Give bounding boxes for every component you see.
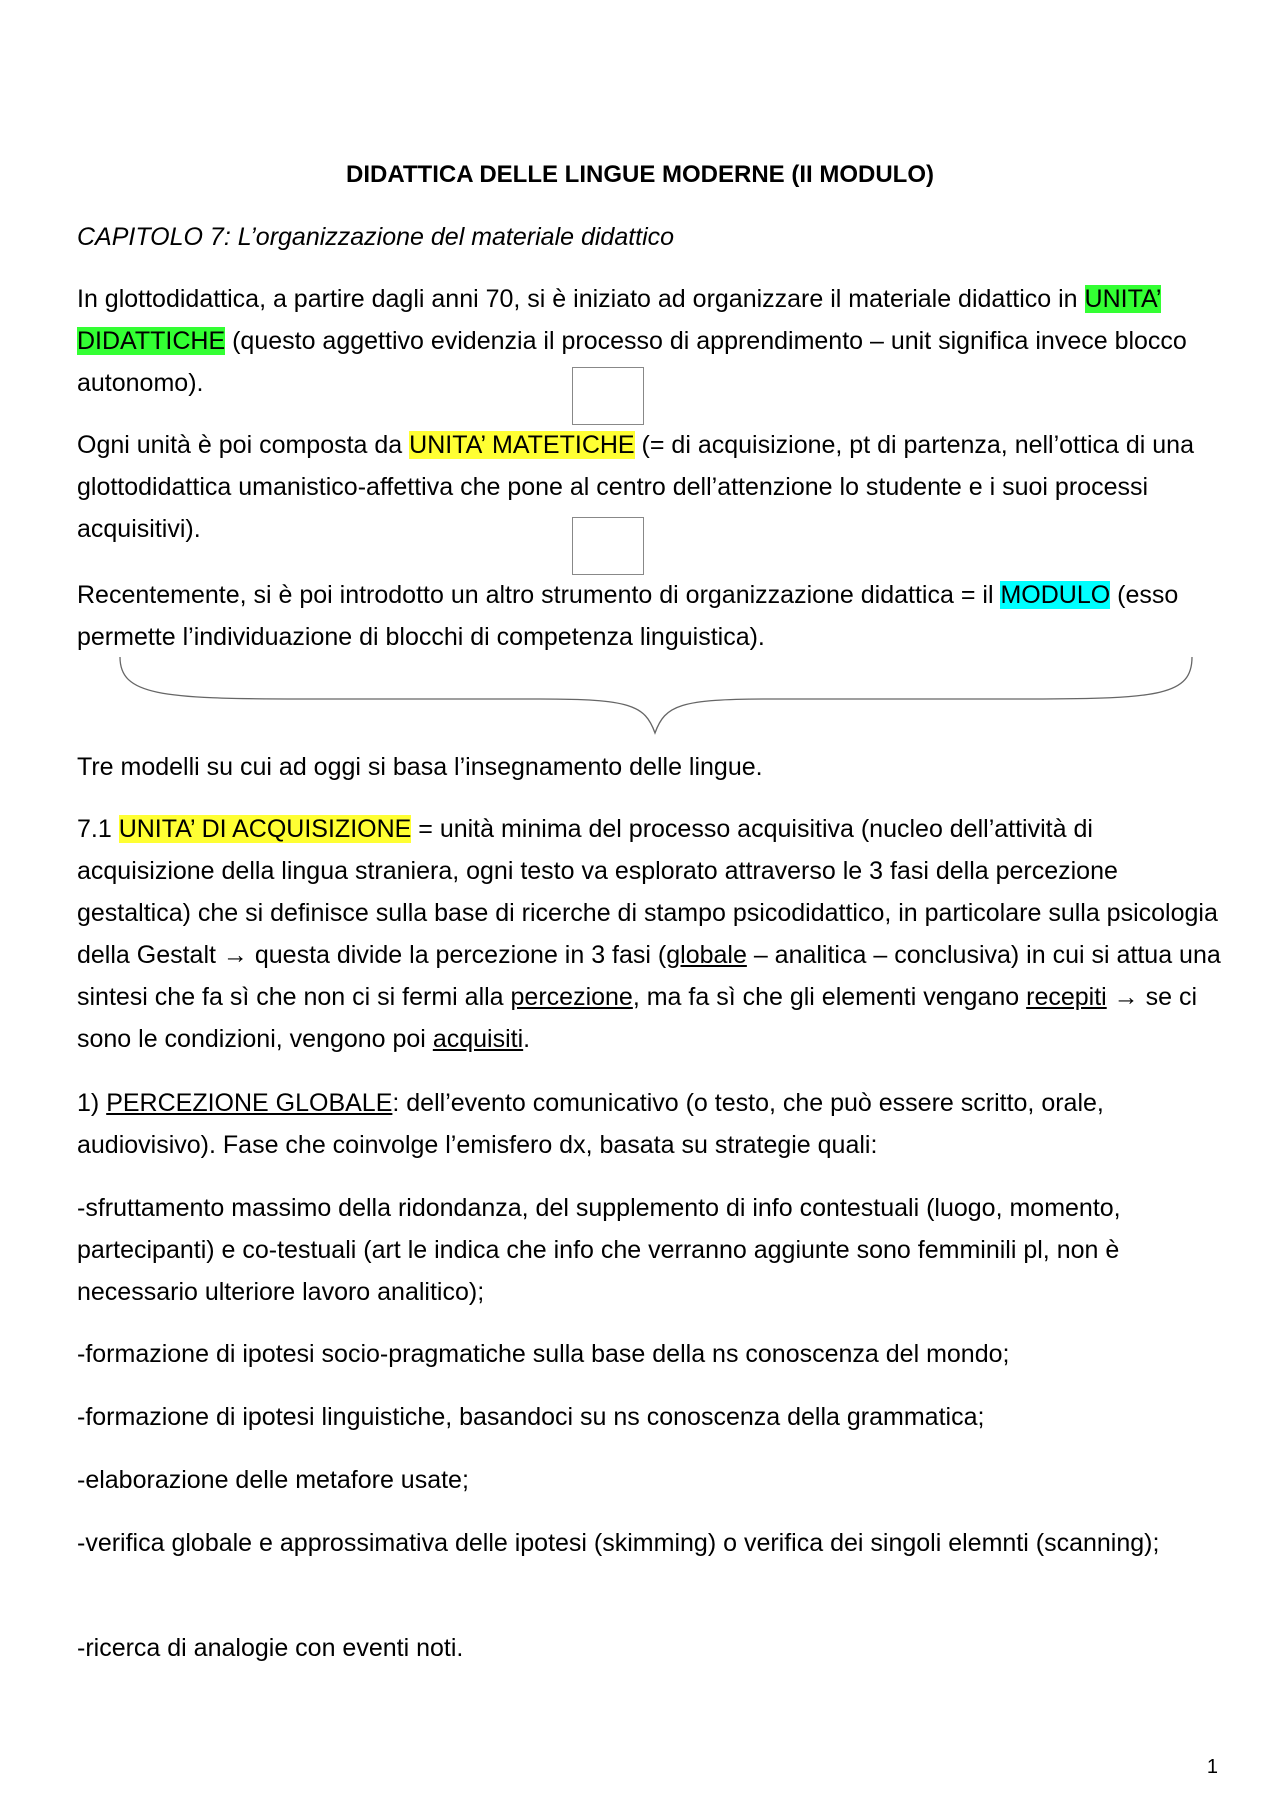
text: se ci sono le condizioni, vengono poi bbox=[77, 983, 1198, 1053]
text: . bbox=[523, 1025, 531, 1053]
list-item: -elaborazione delle metafore usate; bbox=[77, 1466, 469, 1494]
text: – analitica – conclusiva) in cui si attua una sintesi che fa sì che non ci si fermi alla bbox=[77, 941, 1221, 1011]
underlined-percezione: percezione bbox=[510, 983, 633, 1011]
text: 7.1 bbox=[77, 815, 119, 843]
empty-box bbox=[572, 517, 644, 575]
curly-brace bbox=[100, 655, 1210, 735]
paragraph-unita-didattiche bbox=[77, 278, 1227, 404]
text: Recentemente, si è poi introdotto un altro strumento di organizzazione didattica = il bbox=[77, 581, 1001, 609]
paragraph-unita-matetiche bbox=[77, 424, 1227, 550]
underlined-globale: globale bbox=[666, 941, 747, 969]
paragraph-unita-acquisizione bbox=[77, 808, 1227, 1060]
text bbox=[1107, 983, 1114, 1011]
text: In glottodidattica, a partire dagli anni 70, si è iniziato ad organizzare il materiale didattico in bbox=[77, 285, 1085, 313]
highlight-unita-matetiche: UNITA’ MATETICHE bbox=[409, 431, 635, 459]
underlined-recepiti: recepiti bbox=[1026, 983, 1107, 1011]
document-title: DIDATTICA DELLE LINGUE MODERNE (II MODULO) bbox=[346, 161, 934, 188]
list-item: -formazione di ipotesi linguistiche, basandoci su ns conoscenza della grammatica; bbox=[77, 1403, 985, 1431]
list-item: -ricerca di analogie con eventi noti. bbox=[77, 1634, 464, 1662]
text: (esso permette l’individuazione di blocchi di competenza linguistica). bbox=[77, 581, 1179, 651]
underlined-acquisiti: acquisiti bbox=[432, 1025, 524, 1053]
highlight-unita-acquisizione: UNITA’ DI ACQUISIZIONE bbox=[118, 815, 412, 843]
text: = unità minima del processo acquisitiva (nucleo dell’attività di acquisizione della lingua straniera, ogni testo va esplorato attraverso le 3 fasi della percezione gestaltica) che si definisce sulla base di ricerche di stampo psicodidattico, in particolare sulla psicologia della Gestalt bbox=[77, 815, 1218, 969]
list-item: -sfruttamento massimo della ridondanza, del supplemento di info contestuali (luogo, momento, partecipanti) e co-testuali (art le indica che info che verranno aggiunte sono femminili pl, non è necessario ulteriore lavoro analitico); bbox=[77, 1194, 1121, 1306]
text: Ogni unità è poi composta da bbox=[77, 431, 410, 459]
list-item: -formazione di ipotesi socio-pragmatiche sulla base della ns conoscenza del mondo; bbox=[77, 1340, 1010, 1368]
arrow-right-icon: → bbox=[1113, 983, 1139, 1011]
arrow-right-icon: → bbox=[222, 941, 248, 969]
empty-box bbox=[572, 367, 644, 425]
highlight-unita-didattiche: UNITA’ DIDATTICHE bbox=[77, 285, 1162, 355]
text: , ma fa sì che gli elementi vengano bbox=[632, 983, 1027, 1011]
highlight-modulo: MODULO bbox=[1000, 581, 1111, 609]
text: : dell’evento comunicativo (o testo, che può essere scritto, orale, audiovisivo). Fase che coinvolge l’emisfero dx, basata su strategie quali: bbox=[77, 1089, 1104, 1159]
text: (questo aggettivo evidenzia il processo di apprendimento – unit significa invece blocco autonomo). bbox=[77, 327, 1187, 397]
paragraph-tre-modelli: Tre modelli su cui ad oggi si basa l’insegnamento delle lingue. bbox=[77, 753, 763, 781]
text: questa divide la percezione in 3 fasi ( bbox=[247, 941, 667, 969]
text: (= di acquisizione, pt di partenza, nell’ottica di una glottodidattica umanistico-affettiva che pone al centro dell’attenzione lo studente e i suoi processi acquisitivi). bbox=[77, 431, 1194, 543]
paragraph-modulo bbox=[77, 574, 1227, 658]
page-number: 1 bbox=[1206, 1756, 1218, 1778]
text: 1) bbox=[77, 1089, 107, 1117]
chapter-heading: CAPITOLO 7: L’organizzazione del materiale didattico bbox=[77, 223, 675, 251]
paragraph-percezione-globale bbox=[77, 1082, 1227, 1166]
underlined-percezione-globale: PERCEZIONE GLOBALE bbox=[106, 1089, 393, 1117]
list-item: -verifica globale e approssimativa delle ipotesi (skimming) o verifica dei singoli elemnti (scanning); bbox=[77, 1529, 1160, 1557]
